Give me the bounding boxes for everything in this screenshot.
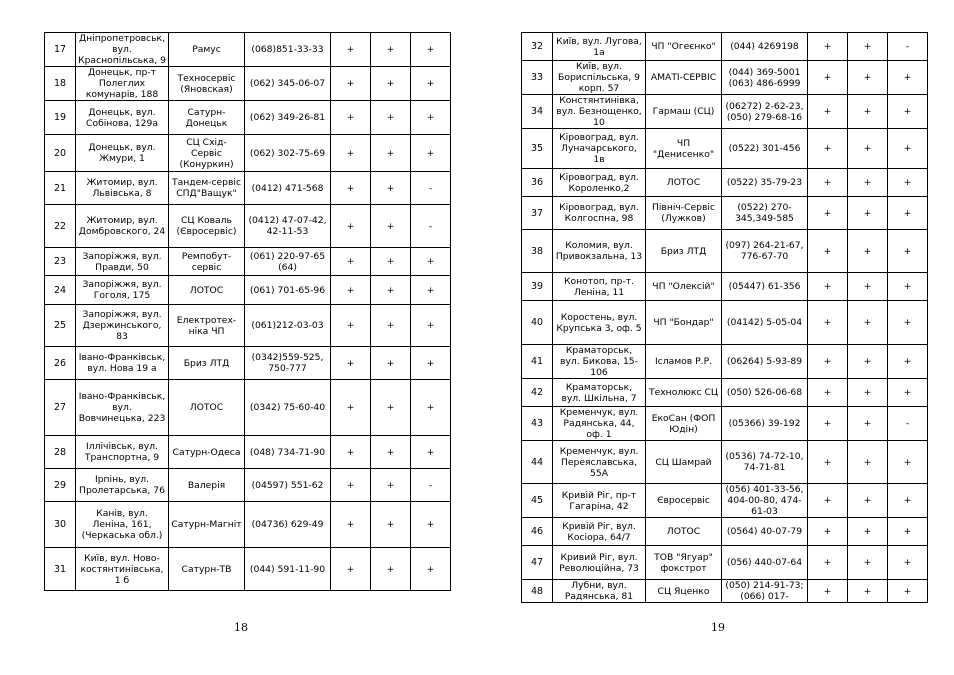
table-row <box>522 33 928 61</box>
service-center: ЛОТОС <box>169 276 245 305</box>
mark-a: + <box>808 301 848 345</box>
row-number: 40 <box>522 301 553 345</box>
mark-a: + <box>808 407 848 441</box>
service-table-left <box>44 32 451 591</box>
table-row <box>522 301 928 345</box>
row-number: 31 <box>45 548 76 591</box>
mark-c: - <box>888 33 928 61</box>
mark-c: + <box>888 230 928 273</box>
service-center: АМАТІ-СЕРВІС <box>646 61 722 95</box>
mark-c: - <box>411 469 451 502</box>
address: Іллічівськ, вул. Транспортна, 9 <box>76 436 169 469</box>
phone: (04597) 551-62 <box>245 469 331 502</box>
mark-a: + <box>808 33 848 61</box>
address: Житомир, вул. Домбровского, 24 <box>76 205 169 248</box>
service-center: СЦ Яценко <box>646 580 722 603</box>
service-center: ЧП "Денисенко" <box>646 129 722 169</box>
mark-c: + <box>411 347 451 380</box>
table-row <box>522 197 928 230</box>
phone: (0522) 35-79-23 <box>722 169 808 197</box>
mark-c: + <box>888 484 928 518</box>
mark-b: + <box>848 379 888 407</box>
mark-b: + <box>371 380 411 436</box>
phone: (056) 440-07-64 <box>722 546 808 580</box>
phone: (044) 369-5001 (063) 486-6999 <box>722 61 808 95</box>
mark-c: + <box>411 380 451 436</box>
table-row <box>522 484 928 518</box>
row-number: 18 <box>45 67 76 101</box>
mark-b: + <box>371 101 411 135</box>
service-center: Північ-Сервіс (Лужков) <box>646 197 722 230</box>
mark-b: + <box>848 484 888 518</box>
mark-c: + <box>411 101 451 135</box>
row-number: 21 <box>45 172 76 205</box>
page-number-left: 18 <box>234 621 248 634</box>
mark-b: + <box>371 502 411 548</box>
table-row <box>45 548 451 591</box>
mark-b: + <box>371 172 411 205</box>
mark-a: + <box>331 67 371 101</box>
address: Донецьк, пр-т Полеглих комунарів, 188 <box>76 67 169 101</box>
address: Кривій Ріг, пр-т Гагаріна, 42 <box>553 484 646 518</box>
phone: (062) 302-75-69 <box>245 135 331 172</box>
mark-a: + <box>331 172 371 205</box>
address: Київ, вул. Ново-костянтинівська, 1 б <box>76 548 169 591</box>
row-number: 35 <box>522 129 553 169</box>
service-center: Сатурн-Магніт <box>169 502 245 548</box>
phone: (06272) 2-62-23, (050) 279-68-16 <box>722 95 808 129</box>
page-right <box>477 0 954 675</box>
mark-b: + <box>848 518 888 546</box>
mark-c: + <box>888 273 928 301</box>
table-row <box>45 276 451 305</box>
address: Коломия, вул. Привокзальна, 13 <box>553 230 646 273</box>
mark-c: + <box>411 33 451 67</box>
service-center: Ісламов Р.Р. <box>646 345 722 379</box>
address: Донецьк, вул. Собінова, 129а <box>76 101 169 135</box>
service-center: Євросервіс <box>646 484 722 518</box>
row-number: 19 <box>45 101 76 135</box>
phone: (0412) 47-07-42, 42-11-53 <box>245 205 331 248</box>
phone: (0536) 74-72-10, 74-71-81 <box>722 441 808 484</box>
address: Івано-Франківськ, вул. Нова 19 а <box>76 347 169 380</box>
mark-a: + <box>331 101 371 135</box>
mark-a: + <box>808 129 848 169</box>
mark-a: + <box>808 61 848 95</box>
row-number: 36 <box>522 169 553 197</box>
mark-c: + <box>411 305 451 347</box>
table-row <box>45 248 451 276</box>
phone: (062) 345-06-07 <box>245 67 331 101</box>
service-center: ЕкоСан (ФОП Юдін) <box>646 407 722 441</box>
table-row <box>45 135 451 172</box>
phone: (04142) 5-05-04 <box>722 301 808 345</box>
mark-b: + <box>371 276 411 305</box>
phone: (056) 401-33-56, 404-00-80, 474-61-03 <box>722 484 808 518</box>
address: Кривий Ріг, вул. Революційна, 73 <box>553 546 646 580</box>
phone: (061)212-03-03 <box>245 305 331 347</box>
row-number: 48 <box>522 580 553 603</box>
service-center: ЧП "Огеєнко" <box>646 33 722 61</box>
row-number: 37 <box>522 197 553 230</box>
row-number: 33 <box>522 61 553 95</box>
table-row <box>522 345 928 379</box>
mark-a: + <box>808 518 848 546</box>
row-number: 44 <box>522 441 553 484</box>
phone: (097) 264-21-67, 776-67-70 <box>722 230 808 273</box>
service-center: Валерія <box>169 469 245 502</box>
phone: (068)851-33-33 <box>245 33 331 67</box>
address: Краматорськ, вул. Шкільна, 7 <box>553 379 646 407</box>
mark-a: + <box>331 436 371 469</box>
row-number: 27 <box>45 380 76 436</box>
table-row <box>45 305 451 347</box>
phone: (048) 734-71-90 <box>245 436 331 469</box>
mark-a: + <box>331 548 371 591</box>
row-number: 47 <box>522 546 553 580</box>
row-number: 38 <box>522 230 553 273</box>
table-row <box>522 95 928 129</box>
address: Запоріжжя, вул. Дзержинського, 83 <box>76 305 169 347</box>
row-number: 22 <box>45 205 76 248</box>
service-center: Сатурн-Одеса <box>169 436 245 469</box>
mark-c: + <box>411 248 451 276</box>
phone: (061) 220-97-65 (64) <box>245 248 331 276</box>
mark-c: + <box>888 345 928 379</box>
row-number: 28 <box>45 436 76 469</box>
service-center: ЧП "Олексій" <box>646 273 722 301</box>
mark-a: + <box>808 169 848 197</box>
row-number: 30 <box>45 502 76 548</box>
service-center: Ремпобут-сервіс <box>169 248 245 276</box>
mark-c: - <box>411 172 451 205</box>
service-center: Сатурн-ТВ <box>169 548 245 591</box>
table-row <box>522 518 928 546</box>
mark-a: + <box>808 580 848 603</box>
row-number: 17 <box>45 33 76 67</box>
mark-a: + <box>808 95 848 129</box>
phone: (050) 214-91-73; (066) 017- <box>722 580 808 603</box>
service-center: ЛОТОС <box>646 518 722 546</box>
service-center: Бриз ЛТД <box>646 230 722 273</box>
table-row <box>522 230 928 273</box>
mark-a: + <box>331 33 371 67</box>
address: Київ, вул. Бориспільська, 9 корп. 57 <box>553 61 646 95</box>
phone: (0342) 75-60-40 <box>245 380 331 436</box>
table-row <box>522 61 928 95</box>
address: Запоріжжя, вул. Правди, 50 <box>76 248 169 276</box>
mark-a: + <box>808 273 848 301</box>
mark-c: + <box>411 436 451 469</box>
phone: (0522) 270-345,349-585 <box>722 197 808 230</box>
mark-b: + <box>848 169 888 197</box>
table-row <box>45 172 451 205</box>
address: Кременчук, вул. Радянська, 44, оф. 1 <box>553 407 646 441</box>
table-row <box>45 436 451 469</box>
service-center: ЛОТОС <box>646 169 722 197</box>
mark-b: + <box>848 129 888 169</box>
mark-a: + <box>331 347 371 380</box>
mark-b: + <box>848 301 888 345</box>
phone: (061) 701-65-96 <box>245 276 331 305</box>
mark-a: + <box>808 379 848 407</box>
mark-c: + <box>888 95 928 129</box>
service-center: Технолюкс СЦ <box>646 379 722 407</box>
mark-c: + <box>888 580 928 603</box>
mark-c: + <box>888 61 928 95</box>
mark-c: + <box>411 276 451 305</box>
row-number: 29 <box>45 469 76 502</box>
mark-c: + <box>411 548 451 591</box>
mark-c: + <box>411 67 451 101</box>
table-row <box>522 379 928 407</box>
mark-a: + <box>331 135 371 172</box>
mark-c: + <box>411 135 451 172</box>
service-center: СЦ Шамрай <box>646 441 722 484</box>
table-row <box>45 205 451 248</box>
table-row <box>45 380 451 436</box>
service-center: Гармаш (СЦ) <box>646 95 722 129</box>
table-row <box>522 546 928 580</box>
table-row <box>45 67 451 101</box>
mark-c: - <box>411 205 451 248</box>
row-number: 46 <box>522 518 553 546</box>
phone: (0342)559-525, 750-777 <box>245 347 331 380</box>
mark-b: + <box>371 67 411 101</box>
address: Кременчук, вул. Переяславська, 55А <box>553 441 646 484</box>
address: Констянтинівка, вул. Безнощенко, 10 <box>553 95 646 129</box>
mark-c: - <box>888 407 928 441</box>
row-number: 45 <box>522 484 553 518</box>
table-row <box>522 580 928 603</box>
row-number: 26 <box>45 347 76 380</box>
address: Житомир, вул. Львівська, 8 <box>76 172 169 205</box>
table-row <box>45 101 451 135</box>
phone: (05366) 39-192 <box>722 407 808 441</box>
address: Київ, вул. Лугова, 1а <box>553 33 646 61</box>
address: Конотоп, пр-т. Леніна, 11 <box>553 273 646 301</box>
service-center: ЛОТОС <box>169 380 245 436</box>
mark-a: + <box>331 205 371 248</box>
mark-a: + <box>331 380 371 436</box>
service-center: Сатурн-Донецьк <box>169 101 245 135</box>
phone: (050) 526-06-68 <box>722 379 808 407</box>
mark-c: + <box>888 197 928 230</box>
table-row <box>45 33 451 67</box>
mark-b: + <box>848 61 888 95</box>
address: Ірпінь, вул. Пролетарська, 76 <box>76 469 169 502</box>
address: Кривій Ріг, вул. Косіора, 64/7 <box>553 518 646 546</box>
service-center: Електротех-ніка ЧП <box>169 305 245 347</box>
row-number: 32 <box>522 33 553 61</box>
row-number: 24 <box>45 276 76 305</box>
phone: (0412) 471-568 <box>245 172 331 205</box>
service-center: СЦ Схід-Сервіс (Конуркин) <box>169 135 245 172</box>
mark-a: + <box>808 197 848 230</box>
address: Кіровоград, вул. Луначарського, 1в <box>553 129 646 169</box>
mark-a: + <box>331 469 371 502</box>
mark-b: + <box>371 135 411 172</box>
row-number: 23 <box>45 248 76 276</box>
row-number: 39 <box>522 273 553 301</box>
mark-b: + <box>848 546 888 580</box>
mark-c: + <box>411 502 451 548</box>
phone: (05447) 61-356 <box>722 273 808 301</box>
table-row <box>45 502 451 548</box>
mark-b: + <box>848 230 888 273</box>
mark-b: + <box>848 441 888 484</box>
table-row <box>522 169 928 197</box>
table-row <box>45 469 451 502</box>
mark-b: + <box>848 95 888 129</box>
row-number: 43 <box>522 407 553 441</box>
mark-b: + <box>371 205 411 248</box>
service-center: ЧП "Бондар" <box>646 301 722 345</box>
mark-b: + <box>371 548 411 591</box>
service-center: ТОВ "Ягуар" фокстрот <box>646 546 722 580</box>
row-number: 25 <box>45 305 76 347</box>
service-center: Тандем-сервіс СПД"Ващук" <box>169 172 245 205</box>
row-number: 42 <box>522 379 553 407</box>
service-center: СЦ Коваль (Євросервіс) <box>169 205 245 248</box>
mark-b: + <box>848 33 888 61</box>
mark-b: + <box>371 469 411 502</box>
row-number: 20 <box>45 135 76 172</box>
mark-b: + <box>848 580 888 603</box>
phone: (04736) 629-49 <box>245 502 331 548</box>
address: Запоріжжя, вул. Гоголя, 175 <box>76 276 169 305</box>
mark-a: + <box>331 276 371 305</box>
phone: (044) 591-11-90 <box>245 548 331 591</box>
service-table-right <box>521 32 928 603</box>
mark-c: + <box>888 169 928 197</box>
mark-b: + <box>848 197 888 230</box>
mark-b: + <box>371 33 411 67</box>
service-center: Техносервіс (Яновская) <box>169 67 245 101</box>
address: Коростень, вул. Крупська 3, оф. 5 <box>553 301 646 345</box>
phone: (0522) 301-456 <box>722 129 808 169</box>
mark-b: + <box>848 273 888 301</box>
mark-a: + <box>331 305 371 347</box>
mark-c: + <box>888 301 928 345</box>
address: Кіровоград, вул. Короленко,2 <box>553 169 646 197</box>
service-center: Бриз ЛТД <box>169 347 245 380</box>
mark-c: + <box>888 441 928 484</box>
row-number: 34 <box>522 95 553 129</box>
phone: (062) 349-26-81 <box>245 101 331 135</box>
mark-c: + <box>888 379 928 407</box>
mark-a: + <box>808 484 848 518</box>
mark-c: + <box>888 546 928 580</box>
address: Івано-Франківськ, вул. Вовчинецька, 223 <box>76 380 169 436</box>
mark-a: + <box>808 230 848 273</box>
address: Дніпропетровськ, вул. Краснопільська, 9 <box>76 33 169 67</box>
mark-b: + <box>848 345 888 379</box>
mark-a: + <box>808 441 848 484</box>
service-center: Рамус <box>169 33 245 67</box>
mark-a: + <box>331 502 371 548</box>
mark-b: + <box>371 305 411 347</box>
row-number: 41 <box>522 345 553 379</box>
table-row <box>45 347 451 380</box>
phone: (044) 4269198 <box>722 33 808 61</box>
table-row <box>522 407 928 441</box>
mark-b: + <box>371 347 411 380</box>
address: Лубни, вул. Радянська, 81 <box>553 580 646 603</box>
mark-a: + <box>808 345 848 379</box>
mark-a: + <box>808 546 848 580</box>
table-row <box>522 129 928 169</box>
mark-b: + <box>371 248 411 276</box>
address: Кіровоград, вул. Колгоспна, 98 <box>553 197 646 230</box>
page-number-right: 19 <box>711 621 725 634</box>
phone: (06264) 5-93-89 <box>722 345 808 379</box>
address: Краматорськ, вул. Бикова, 15-106 <box>553 345 646 379</box>
mark-c: + <box>888 129 928 169</box>
table-row <box>522 273 928 301</box>
table-row <box>522 441 928 484</box>
address: Канів, вул. Леніна, 161, (Черкаська обл.) <box>76 502 169 548</box>
mark-a: + <box>331 248 371 276</box>
mark-b: + <box>371 436 411 469</box>
address: Донецьк, вул. Жмури, 1 <box>76 135 169 172</box>
mark-b: + <box>848 407 888 441</box>
phone: (0564) 40-07-79 <box>722 518 808 546</box>
mark-c: + <box>888 518 928 546</box>
